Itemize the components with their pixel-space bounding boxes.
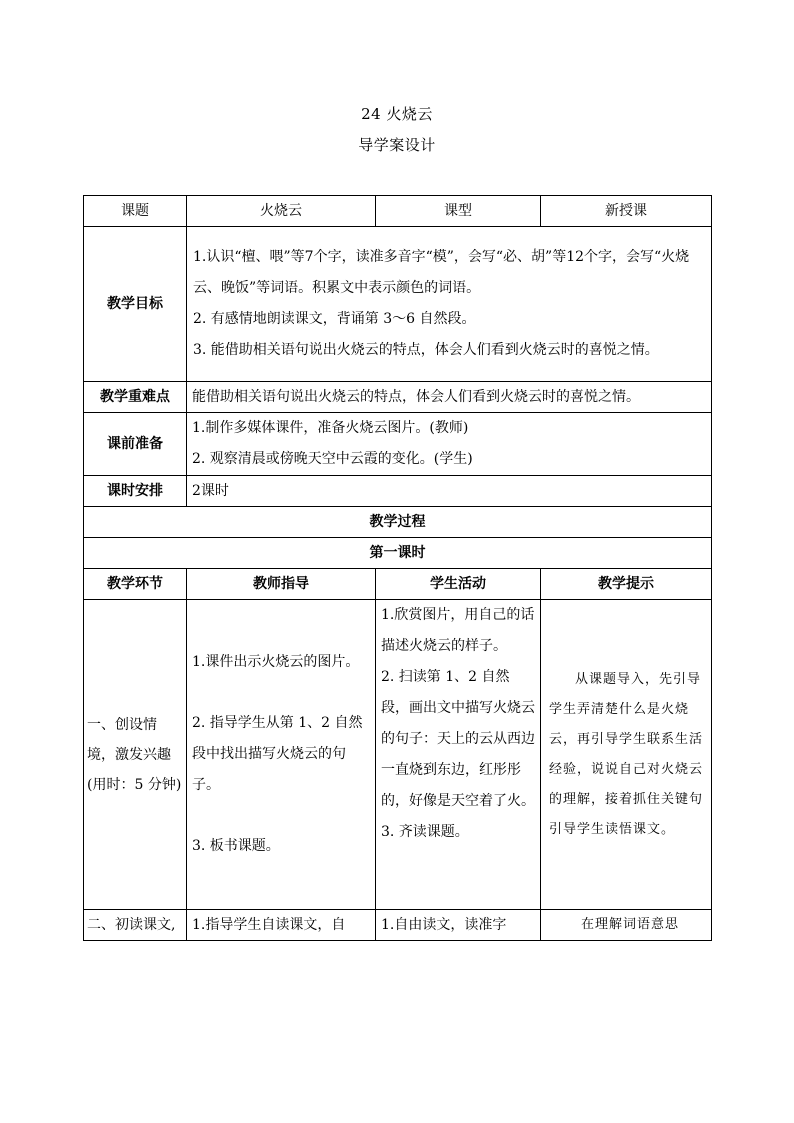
- teacher-step: 2. 指导学生从第 1、2 自然段中找出描写火烧云的句子。: [192, 715, 363, 793]
- teaching-tip-cell: 从课题导入，先引导学生弄清楚什么是火烧云，再引导学生联系生活经验，说说自己对火烧云的理解，接着抓住关键句引导学生读悟课文。: [541, 600, 712, 910]
- preparation-row: [84, 413, 712, 476]
- period-title: 第一课时: [84, 538, 712, 569]
- goals-row: [84, 227, 712, 382]
- preparation-label: 课前准备: [84, 413, 187, 476]
- column-header: 学生活动: [376, 569, 541, 600]
- teaching-tip-cell: 在理解词语意思: [541, 910, 712, 941]
- teacher-guidance-cell: 1.指导学生自读课文，自: [187, 910, 376, 941]
- lesson-plan-table: [83, 195, 712, 941]
- student-step: 3. 齐读课题。: [381, 824, 469, 840]
- key-points-row: [84, 382, 712, 413]
- column-header: 教学提示: [541, 569, 712, 600]
- stage-cell: 一、创设情境，激发兴趣(用时：5 分钟): [84, 600, 187, 910]
- goals-cell: [187, 227, 712, 382]
- column-header: 教学环节: [84, 569, 187, 600]
- student-activity-cell: 1.自由读文，读准字: [376, 910, 541, 941]
- lesson-title: 24 火烧云: [361, 105, 433, 123]
- type-value: 新授课: [541, 196, 712, 227]
- preparation-cell: [187, 413, 712, 476]
- process-row: [84, 600, 712, 910]
- topic-value: 火烧云: [187, 196, 376, 227]
- process-header-row: [84, 569, 712, 600]
- teacher-guidance-cell: [187, 600, 376, 910]
- student-step: 1.欣赏图片，用自己的话描述火烧云的样子。: [381, 607, 535, 654]
- student-step: 2. 扫读第 1、2 自然段，画出文中描写火烧云的句子：天上的云从西边一直烧到东边，红彤彤的，好像是天空着了火。: [381, 669, 535, 809]
- topic-label: 课题: [84, 196, 187, 227]
- key-points-value: 能借助相关语句说出火烧云的特点，体会人们看到火烧云时的喜悦之情。: [187, 382, 712, 413]
- student-activity-cell: [376, 600, 541, 910]
- stage-cell: 二、初读课文,: [84, 910, 187, 941]
- schedule-value: 2课时: [187, 476, 712, 507]
- teacher-step: 3. 板书课题。: [192, 838, 280, 854]
- type-label: 课型: [376, 196, 541, 227]
- topic-row: [84, 196, 712, 227]
- schedule-row: [84, 476, 712, 507]
- preparation-item: 1.制作多媒体课件，准备火烧云图片。(教师): [192, 420, 469, 436]
- goal-item: 1.认识“檀、喂”等7个字，读准多音字“模”，会写“必、胡”等12个字，会写“火烧云、晚饭”等词语。积累文中表示颜色的词语。: [193, 249, 690, 296]
- goal-item: 2. 有感情地朗读课文，背诵第 3～6 自然段。: [193, 311, 476, 327]
- goals-label: 教学目标: [84, 227, 187, 382]
- process-row: [84, 910, 712, 941]
- period-row: [84, 538, 712, 569]
- key-points-label: 教学重难点: [84, 382, 187, 413]
- teacher-step: 1.课件出示火烧云的图片。: [192, 654, 360, 670]
- preparation-item: 2. 观察清晨或傍晚天空中云霞的变化。(学生): [192, 451, 473, 467]
- column-header: 教师指导: [187, 569, 376, 600]
- process-title: 教学过程: [84, 507, 712, 538]
- schedule-label: 课时安排: [84, 476, 187, 507]
- document-subtitle: 导学案设计: [358, 136, 436, 154]
- goal-item: 3. 能借助相关语句说出火烧云的特点，体会人们看到火烧云时的喜悦之情。: [193, 342, 659, 358]
- process-title-row: [84, 507, 712, 538]
